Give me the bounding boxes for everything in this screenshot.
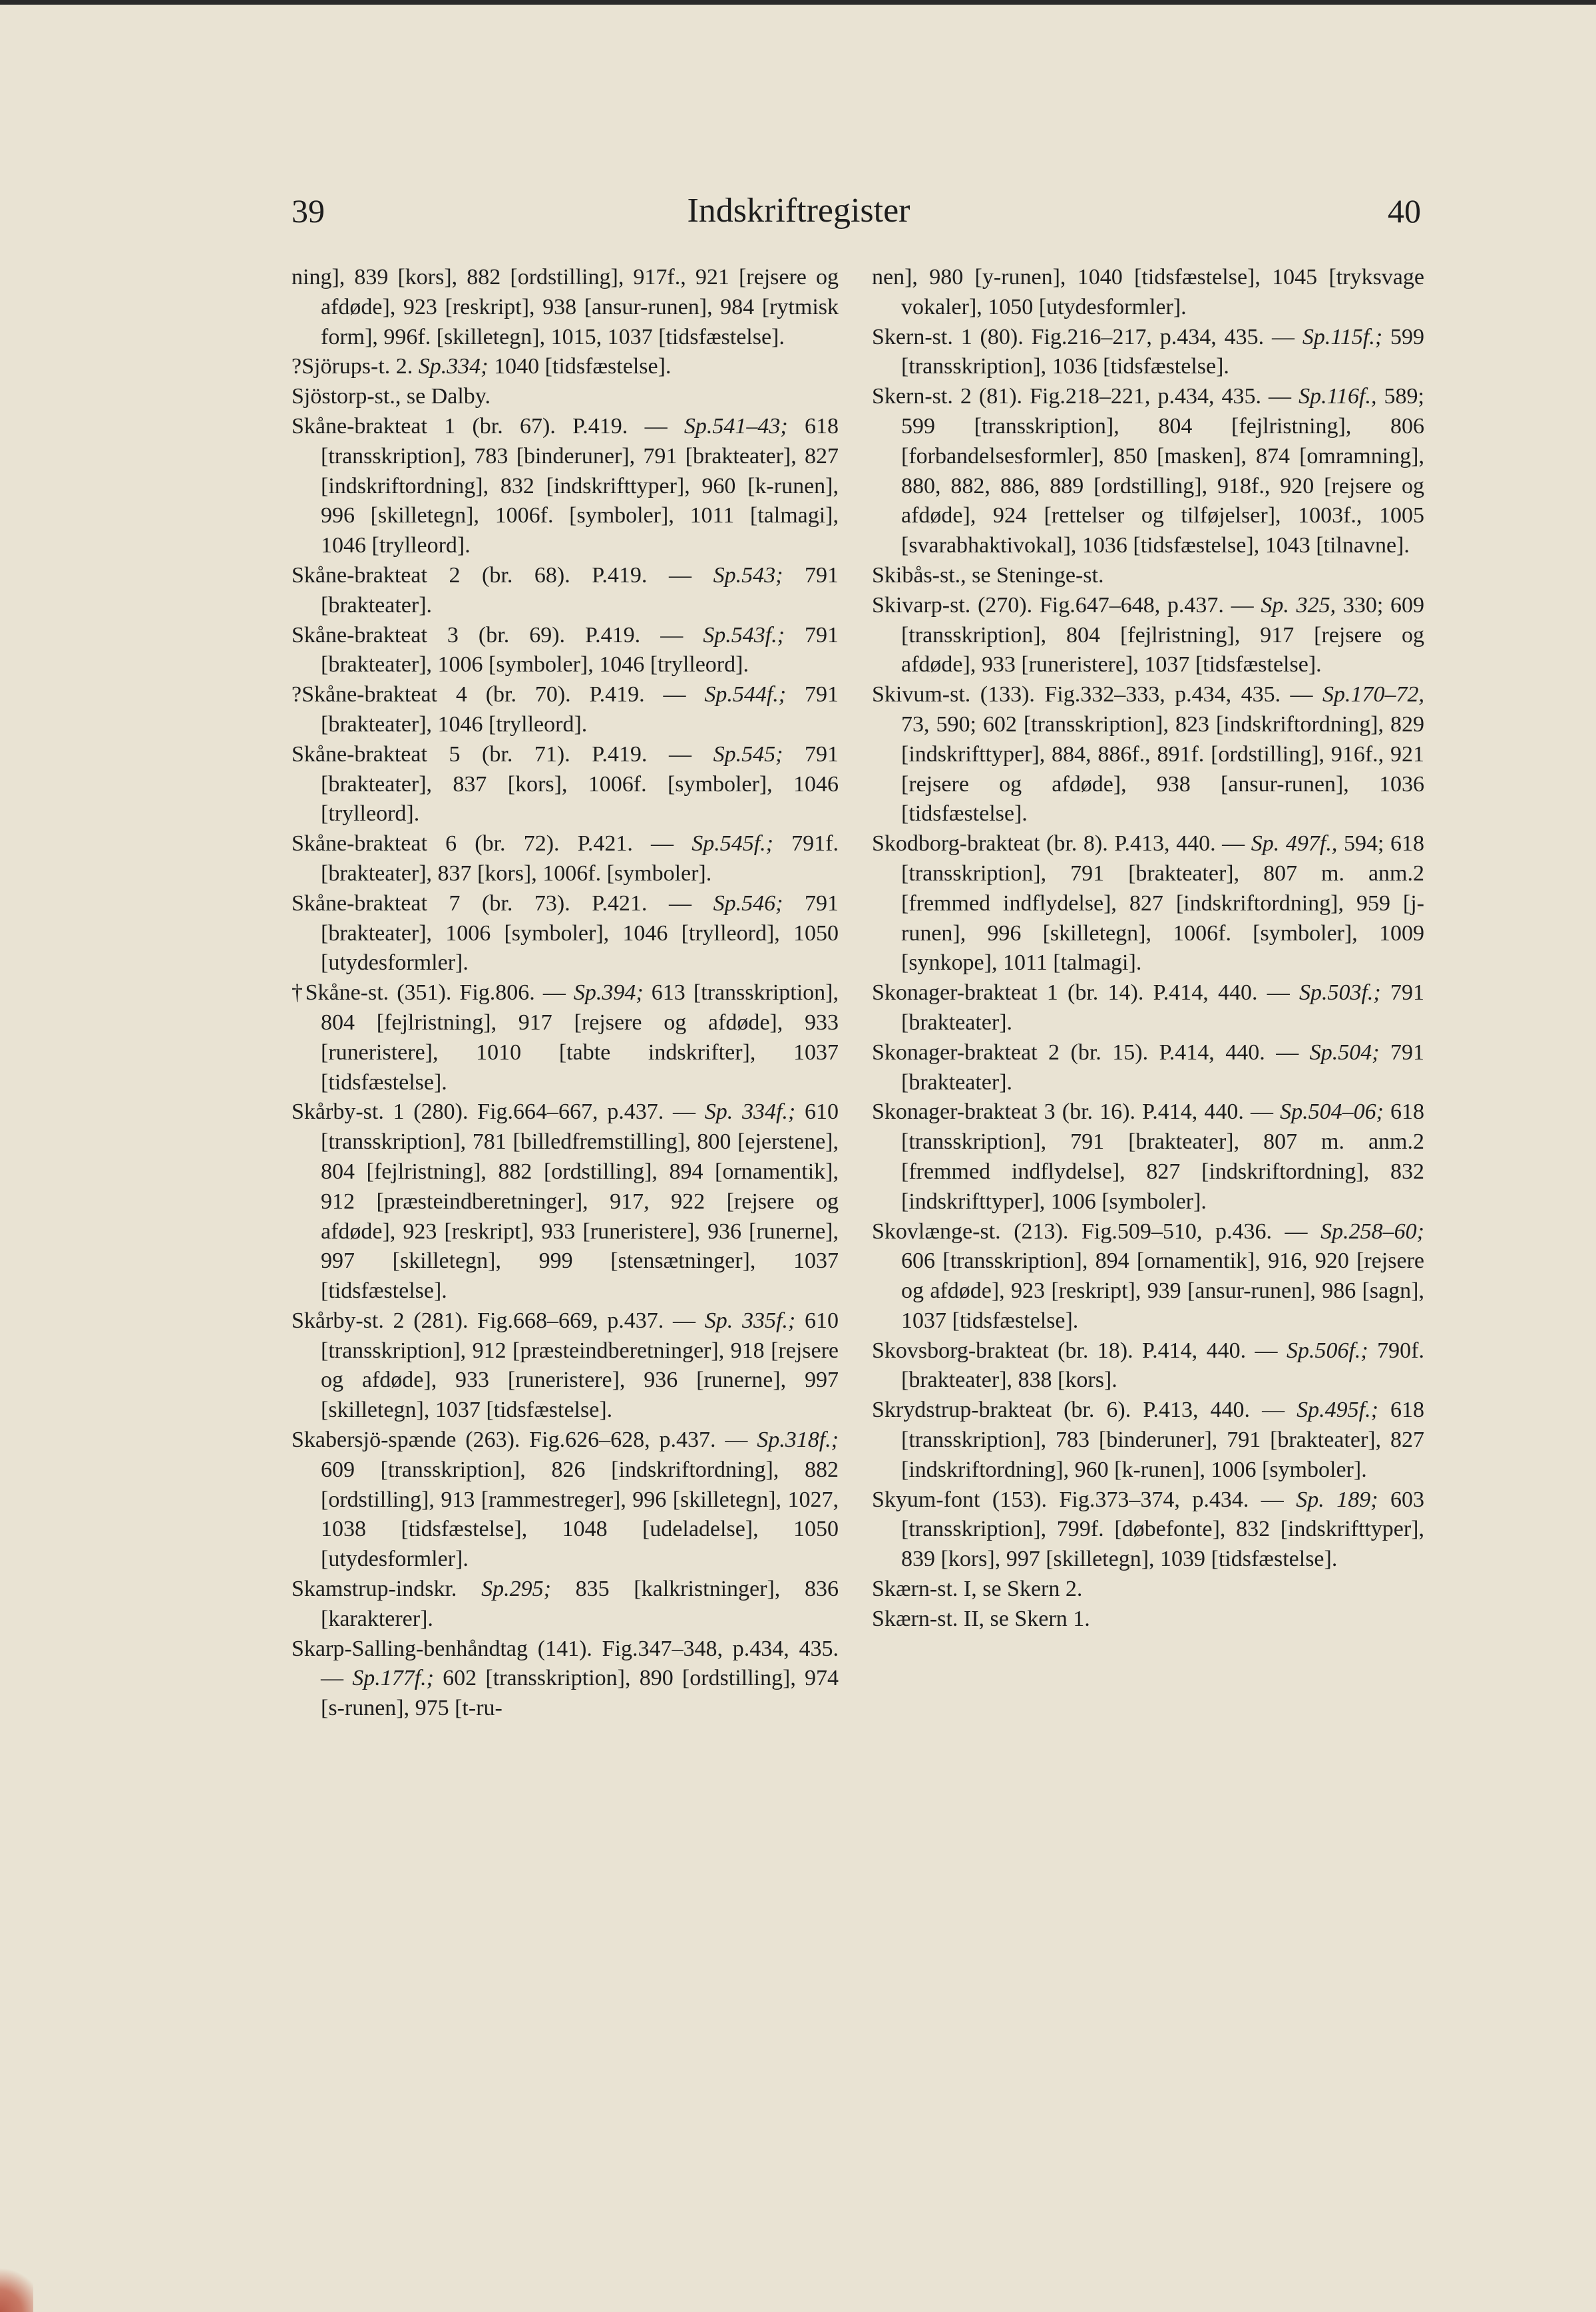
index-entry <box>872 1485 1424 1575</box>
page-corner-shadow <box>0 2259 33 2312</box>
index-entry <box>872 680 1424 829</box>
entry-text: 835 [kalkristninger], 836 [karakterer]. <box>321 1577 839 1631</box>
index-entry <box>292 1575 839 1635</box>
entry-text: 609 [transskription], 826 [indskriftordning], 882 [ordstilling], 913 [rammestreger], 996 [skilletegn], 1027, 1038 [tidsfæstelse], 1048 [udeladelse], 1050 [utydesformler]. <box>321 1457 839 1572</box>
entry-reference-italic: Sp.545f.; <box>692 831 773 857</box>
index-entry <box>292 382 839 412</box>
entry-text: 603 [transskription], 799f. [døbefonte], 832 [indskrifttyper], 839 [kors], 997 [skilletegn], 1039 [tidsfæstelse]. <box>901 1487 1425 1572</box>
entry-text: Skarp-Salling-benhåndtag (141). Fig.347–348, p.434, 435. — <box>292 1636 839 1691</box>
entry-text: 791 [brakteater], 837 [kors], 1006f. [symboler], 1046 [trylleord]. <box>321 741 839 827</box>
entry-reference-italic: Sp.545; <box>713 741 783 767</box>
entry-text: Skrydstrup-brakteat (br. 6). P.413, 440. — <box>872 1398 1297 1423</box>
entry-text: Skærn-st. I, se Skern 2. <box>872 1577 1083 1602</box>
entry-text: Skovlænge-st. (213). Fig.509–510, p.436. — <box>872 1219 1321 1244</box>
index-entry <box>872 1605 1424 1635</box>
index-entry <box>292 1097 839 1306</box>
entry-text: Skåne-brakteat 7 (br. 73). P.421. — <box>292 890 713 916</box>
entry-text: †Skåne-st. (351). Fig.806. — <box>292 980 574 1006</box>
entry-reference-italic: Sp.541–43; <box>684 413 788 439</box>
entry-text: Skåne-brakteat 6 (br. 72). P.421. — <box>292 831 692 857</box>
entry-text: 599 [transskription], 1036 [tidsfæstelse]. <box>901 324 1425 379</box>
entry-reference-italic: Sp.504–06; <box>1280 1099 1384 1125</box>
entry-text: 330; 609 [transskription], 804 [fejlristning], 917 [rejsere og afdøde], 933 [runeristere], 1037 [tidsfæstelse]. <box>901 592 1424 677</box>
entry-reference-italic: Sp.295; <box>481 1577 551 1602</box>
page-number-right: 40 <box>1388 192 1421 230</box>
index-entry <box>872 263 1424 323</box>
entry-text: 589; 599 [transskription], 804 [fejlristning], 806 [forbandelsesformler], 850 [masken], 874 [omramning], 880, 882, 886, 889 [ordstilling], 918f., 920 [rejsere og afdøde], 924 [rettelser og tilføjelser], 1003f., 1005 [svarabhaktivokal], 1036 [tidsfæstelse], 1043 [tilnavne]. <box>901 384 1424 558</box>
index-entry <box>292 829 839 889</box>
entry-reference-italic: Sp.503f.; <box>1298 980 1381 1006</box>
entry-reference-italic: Sp.504; <box>1309 1040 1380 1065</box>
index-entry <box>872 1396 1424 1485</box>
page-number-left: 39 <box>292 192 325 230</box>
entry-reference-italic: Sp. 189; <box>1296 1487 1378 1512</box>
entry-text: 790f. [brakteater], 838 [kors]. <box>901 1338 1425 1393</box>
entry-reference-italic: Sp.543f.; <box>703 622 785 648</box>
index-entry <box>292 1426 839 1575</box>
entry-text: 610 [transskription], 912 [præsteindberetninger], 918 [rejsere og afdøde], 933 [runeristere], 936 [runerne], 997 [skilletegn], 1037 [tidsfæstelse]. <box>321 1308 839 1423</box>
entry-reference-italic: Sp.318f.; <box>757 1428 839 1453</box>
index-entry <box>292 1635 839 1724</box>
entry-reference-italic: Sp. 325, <box>1261 592 1336 618</box>
index-entry <box>872 1038 1424 1098</box>
index-entry <box>292 740 839 829</box>
index-entry <box>292 352 839 382</box>
entry-text: Skonager-brakteat 2 (br. 15). P.414, 440. — <box>872 1040 1310 1065</box>
entry-text: Skibås-st., se Steninge-st. <box>872 562 1104 588</box>
entry-reference-italic: Sp. 335f.; <box>704 1308 796 1333</box>
entry-text: ning], 839 [kors], 882 [ordstilling], 917f., 921 [rejsere og afdøde], 923 [reskript], 938 [ansur-runen], 984 [rytmisk form], 996f. [skilletegn], 1015, 1037 [tidsfæstelse]. <box>292 265 839 349</box>
index-entry <box>292 621 839 681</box>
entry-reference-italic: Sp.506f.; <box>1286 1338 1368 1363</box>
entry-text: 618 [transskription], 783 [binderuner], 791 [brakteater], 827 [indskriftordning], 960 [k-runen], 1006 [symboler]. <box>901 1398 1424 1482</box>
entry-text: Sjöstorp-st., se Dalby. <box>292 384 491 409</box>
entry-text: 791 [brakteater]. <box>901 1040 1425 1095</box>
entry-text: 594; 618 [transskription], 791 [brakteater], 807 m. anm.2 [fremmed indflydelse], 827 [indskriftordning], 959 [j-runen], 996 [skilletegn], 1006f. [symboler], 1009 [synkope], 1011 [talmagi]. <box>901 831 1424 976</box>
entry-text: Skonager-brakteat 3 (br. 16). P.414, 440. — <box>872 1099 1281 1125</box>
entry-text: Skern-st. 1 (80). Fig.216–217, p.434, 435. — <box>872 324 1302 349</box>
entry-text: Skivum-st. (133). Fig.332–333, p.434, 435. — <box>872 682 1322 707</box>
entry-text: Skåne-brakteat 1 (br. 67). P.419. — <box>292 413 684 439</box>
entry-text: Skåne-brakteat 2 (br. 68). P.419. — <box>292 562 713 588</box>
entry-reference-italic: Sp.495f.; <box>1297 1398 1378 1423</box>
entry-reference-italic: Sp.258–60; <box>1320 1219 1424 1244</box>
entry-reference-italic: Sp.544f.; <box>704 682 787 707</box>
entry-reference-italic: Sp. 334f.; <box>704 1099 796 1125</box>
entry-reference-italic: Sp.170–72, <box>1322 682 1424 707</box>
entry-text: 618 [transskription], 783 [binderuner], 791 [brakteater], 827 [indskriftordning], 832 [indskrifttyper], 960 [k-runen], 996 [skilletegn], 1006f. [symboler], 1011 [talmagi], 1046 [trylleord]. <box>321 413 839 558</box>
entry-text: 1040 [tidsfæstelse]. <box>488 354 672 379</box>
index-entry <box>292 412 839 561</box>
entry-text: Skyum-font (153). Fig.373–374, p.434. — <box>872 1487 1297 1512</box>
entry-text: Skern-st. 2 (81). Fig.218–221, p.434, 435. — <box>872 384 1299 409</box>
entry-text: Skårby-st. 1 (280). Fig.664–667, p.437. — <box>292 1099 705 1125</box>
entry-text: Skabersjö-spænde (263). Fig.626–628, p.437. — <box>292 1428 757 1453</box>
entry-text: 791f. [brakteater], 837 [kors], 1006f. [symboler]. <box>321 831 839 886</box>
entry-text: 613 [transskription], 804 [fejlristning], 917 [rejsere og afdøde], 933 [runeristere], 1010 [tabte indskrifter], 1037 [tidsfæstelse]. <box>321 980 839 1095</box>
index-column-right <box>872 263 1424 1635</box>
entry-text: 791 [brakteater]. <box>321 562 839 618</box>
entry-text: Skårby-st. 2 (281). Fig.668–669, p.437. — <box>292 1308 705 1333</box>
entry-text: Skovsborg-brakteat (br. 18). P.414, 440. — <box>872 1338 1287 1363</box>
index-entry <box>872 591 1424 680</box>
index-entry <box>872 829 1424 978</box>
index-entry <box>292 561 839 621</box>
entry-text: Skamstrup-indskr. <box>292 1577 482 1602</box>
entry-reference-italic: Sp.115f.; <box>1302 324 1383 349</box>
entry-text: Skåne-brakteat 5 (br. 71). P.419. — <box>292 741 713 767</box>
entry-text: 791 [brakteater], 1006 [symboler], 1046 [trylleord]. <box>321 622 839 677</box>
entry-reference-italic: Sp. 497f., <box>1251 831 1338 857</box>
entry-reference-italic: Sp.116f., <box>1298 384 1377 409</box>
index-entry <box>872 978 1424 1038</box>
index-entry <box>872 323 1424 383</box>
index-column-left <box>292 263 839 1724</box>
entry-reference-italic: Sp.546; <box>713 890 783 916</box>
index-entry <box>292 889 839 978</box>
entry-text: Skivarp-st. (270). Fig.647–648, p.437. — <box>872 592 1261 618</box>
running-title: Indskriftregister <box>687 192 910 230</box>
entry-text: 791 [brakteater], 1006 [symboler], 1046 [trylleord], 1050 [utydesformler]. <box>321 890 839 976</box>
entry-text: Skonager-brakteat 1 (br. 14). P.414, 440. — <box>872 980 1299 1006</box>
entry-text: Skærn-st. II, se Skern 1. <box>872 1606 1090 1631</box>
entry-text: nen], 980 [y-runen], 1040 [tidsfæstelse], 1045 [tryksvage vokaler], 1050 [utydesformler]. <box>872 265 1424 319</box>
index-entry <box>872 1336 1424 1396</box>
index-entry <box>872 382 1424 561</box>
index-entry <box>292 978 839 1097</box>
entry-text: 610 [transskription], 781 [billedfremstilling], 800 [ejerstene], 804 [fejlristning], 882 [ordstilling], 894 [ornamentik], 912 [præsteindberetninger], 917, 922 [rejsere og afdøde], 923 [reskript], 933 [runeristere], 936 [runerne], 997 [skilletegn], 999 [stensætninger], 1037 [tidsfæstelse]. <box>321 1099 839 1304</box>
entry-reference-italic: Sp.334; <box>418 354 489 379</box>
entry-reference-italic: Sp.543; <box>713 562 783 588</box>
entry-text: Skåne-brakteat 3 (br. 69). P.419. — <box>292 622 703 648</box>
entry-text: 791 [brakteater]. <box>901 980 1424 1035</box>
entry-reference-italic: Sp.177f.; <box>352 1666 434 1691</box>
entry-text: ?Sjörups-t. 2. <box>292 354 419 379</box>
index-entry <box>292 1306 839 1426</box>
entry-text: Skodborg-brakteat (br. 8). P.413, 440. — <box>872 831 1251 857</box>
entry-text: 791 [brakteater], 1046 [trylleord]. <box>321 682 839 737</box>
index-entry <box>292 263 839 352</box>
entry-text: 606 [transskription], 894 [ornamentik], 916, 920 [rejsere og afdøde], 923 [reskript], 939 [ansur-runen], 986 [sagn], 1037 [tidsfæstelse]. <box>901 1249 1424 1333</box>
index-entry <box>872 561 1424 591</box>
entry-text: 73, 590; 602 [transskription], 823 [indskriftordning], 829 [indskrifttyper], 884, 886f., 891f. [ordstilling], 916f., 921 [rejsere og afdøde], 938 [ansur-runen], 1036 [tidsfæstelse]. <box>901 711 1424 827</box>
entry-text: 602 [transskription], 890 [ordstilling], 974 [s-runen], 975 [t-ru- <box>321 1666 839 1721</box>
index-entry <box>872 1575 1424 1605</box>
index-entry <box>872 1217 1424 1336</box>
index-entry <box>292 680 839 740</box>
entry-text: 618 [transskription], 791 [brakteater], 807 m. anm.2 [fremmed indflydelse], 827 [indskriftordning], 832 [indskrifttyper], 1006 [symboler]. <box>901 1099 1425 1214</box>
index-entry <box>872 1097 1424 1217</box>
entry-text: ?Skåne-brakteat 4 (br. 70). P.419. — <box>292 682 705 707</box>
entry-reference-italic: Sp.394; <box>573 980 644 1006</box>
top-edge-bar <box>0 0 1596 5</box>
